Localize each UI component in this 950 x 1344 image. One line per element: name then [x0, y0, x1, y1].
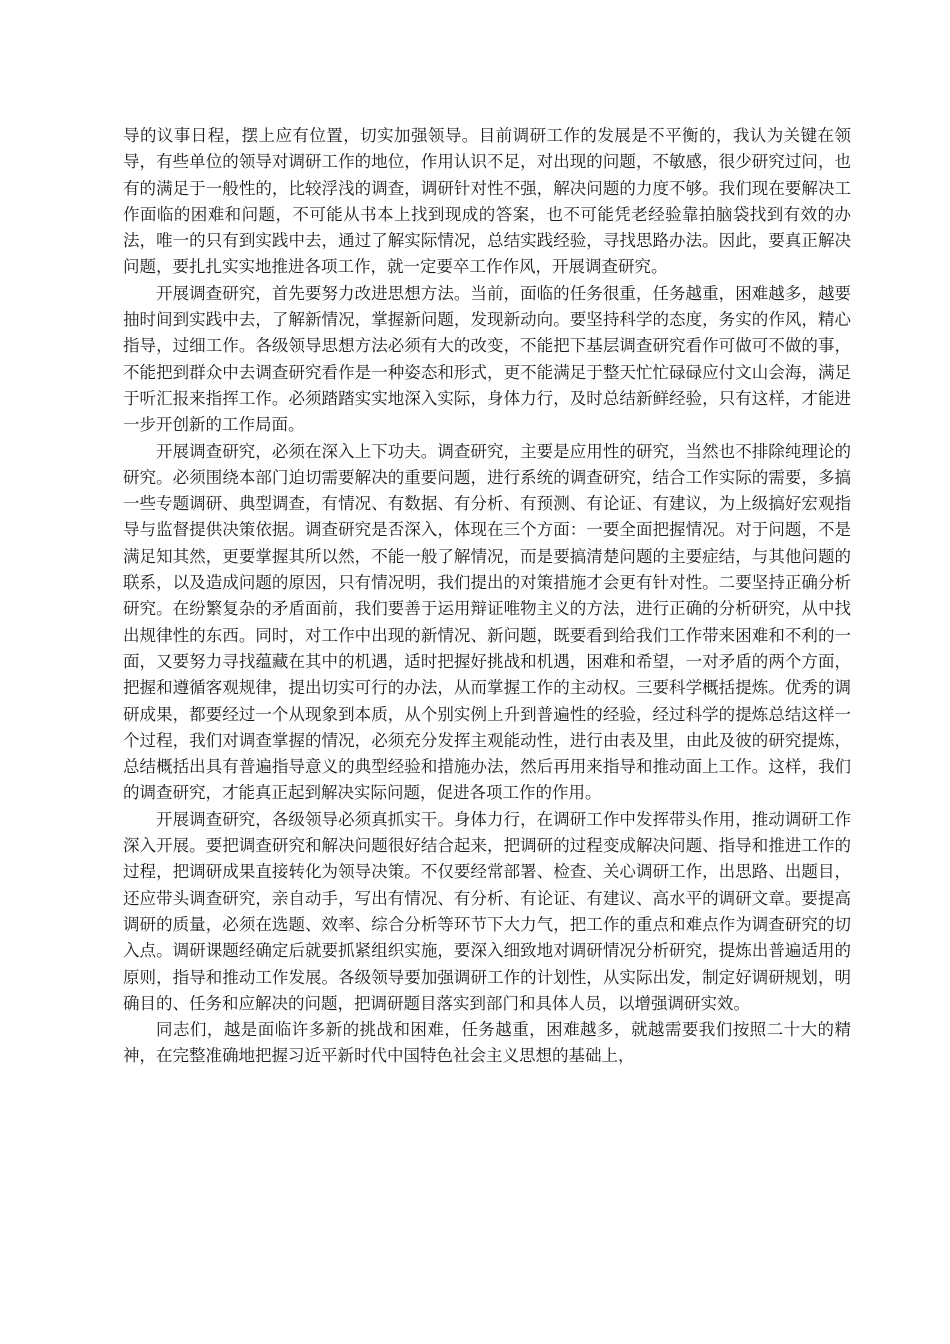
paragraph-leadership-action: 开展调查研究，各级领导必须真抓实干。身体力行，在调研工作中发挥带头作用，推动调研工作深入开展。要把调查研究和解决问题很好结合起来，把调研的过程变成解决问题、指导和推进工作的过程，把调研成果直接转化为领导决策。不仅要经常部署、检查、关心调研工作，出思路、出题目，还应带头调查研究，亲自动手，写出有情况、有分析、有论证、有建议、高水平的调研文章。要提高调研的质量，必须在选题、效率、综合分析等环节下大力气，把工作的重点和难点作为调查研究的切入点。调研课题经确定后就要抓紧组织实施，要深入细致地对调研情况分析研究，提炼出普遍适用的原则，指导和推动工作发展。各级领导要加强调研工作的计划性，从实际出发，制定好调研规划，明确目的、任务和应解决的问题，把调研题目落实到部门和具体人员，以增强调研实效。: [123, 809, 851, 1013]
paragraph-thinking-method: 开展调查研究，首先要努力改进思想方法。当前，面临的任务很重，任务越重，困难越多，越要抽时间到实践中去，了解新情况，掌握新问题，发现新动向。要坚持科学的态度，务实的作风，精心指导，过细工作。各级领导思想方法必须有大的改变，不能把下基层调查研究看作可做可不做的事，不能把到群众中去调查研究看作是一种姿态和形式，更不能满足于整天忙忙碌碌应付文山会海，满足于听汇报来指挥工作。必须踏踏实实地深入实际，身体力行，及时总结新鲜经验，只有这样，才能进一步开创新的工作局面。: [123, 283, 851, 435]
paragraph-continuation: 导的议事日程，摆上应有位置，切实加强领导。目前调研工作的发展是不平衡的，我认为关键在领导，有些单位的领导对调研工作的地位，作用认识不足，对出现的问题，不敏感，很少研究过问，也有的满足于一般性的，比较浮浅的调查，调研针对性不强，解决问题的力度不够。我们现在要解决工作面临的困难和问题，不可能从书本上找到现成的答案，也不可能凭老经验靠拍脑袋找到有效的办法，唯一的只有到实践中去，通过了解实际情况，总结实践经验，寻找思路办法。因此，要真正解决问题，要扎扎实实地推进各项工作，就一定要卒工作作风，开展调查研究。: [123, 126, 851, 277]
paragraph-closing: 同志们，越是面临许多新的挑战和困难，任务越重，困难越多，就越需要我们按照二十大的精神，在完整准确地把握习近平新时代中国特色社会主义思想的基础上，: [123, 1020, 851, 1066]
document-body: [123, 123, 851, 1070]
paragraph-in-depth-research: 开展调查研究，必须在深入上下功夫。调查研究，主要是应用性的研究，当然也不排除纯理论的研究。必须围绕本部门迫切需要解决的重要问题，进行系统的调查研究，结合工作实际的需要，多搞一些专题调研、典型调查，有情况、有数据、有分析、有预测、有论证、有建议，为上级搞好宏观指导与监督提供决策依据。调查研究是否深入，体现在三个方面：一要全面把握情况。对于问题，不是满足知其然，更要掌握其所以然，不能一般了解情况，而是要搞清楚问题的主要症结，与其他问题的联系，以及造成问题的原因，只有情况明，我们提出的对策措施才会更有针对性。二要坚持正确分析研究。在纷繁复杂的矛盾面前，我们要善于运用辩证唯物主义的方法，进行正确的分析研究，从中找出规律性的东西。同时，对工作中出现的新情况、新问题，既要看到给我们工作带来困难和不利的一面，又要努力寻找蕴藏在其中的机遇，适时把握好挑战和机遇，困难和希望，一对矛盾的两个方面，把握和遵循客观规律，提出切实可行的办法，从而掌握工作的主动权。三要科学概括提炼。优秀的调研成果，都要经过一个从现象到本质，从个别实例上升到普遍性的经验，经过科学的提炼总结这样一个过程，我们对调查掌握的情况，必须充分发挥主观能动性，进行由表及里，由此及彼的研究提炼，总结概括出具有普遍指导意义的典型经验和措施办法，然后再用来指导和推动面上工作。这样，我们的调查研究，才能真正起到解决实际问题，促进各项工作的作用。: [123, 441, 851, 803]
